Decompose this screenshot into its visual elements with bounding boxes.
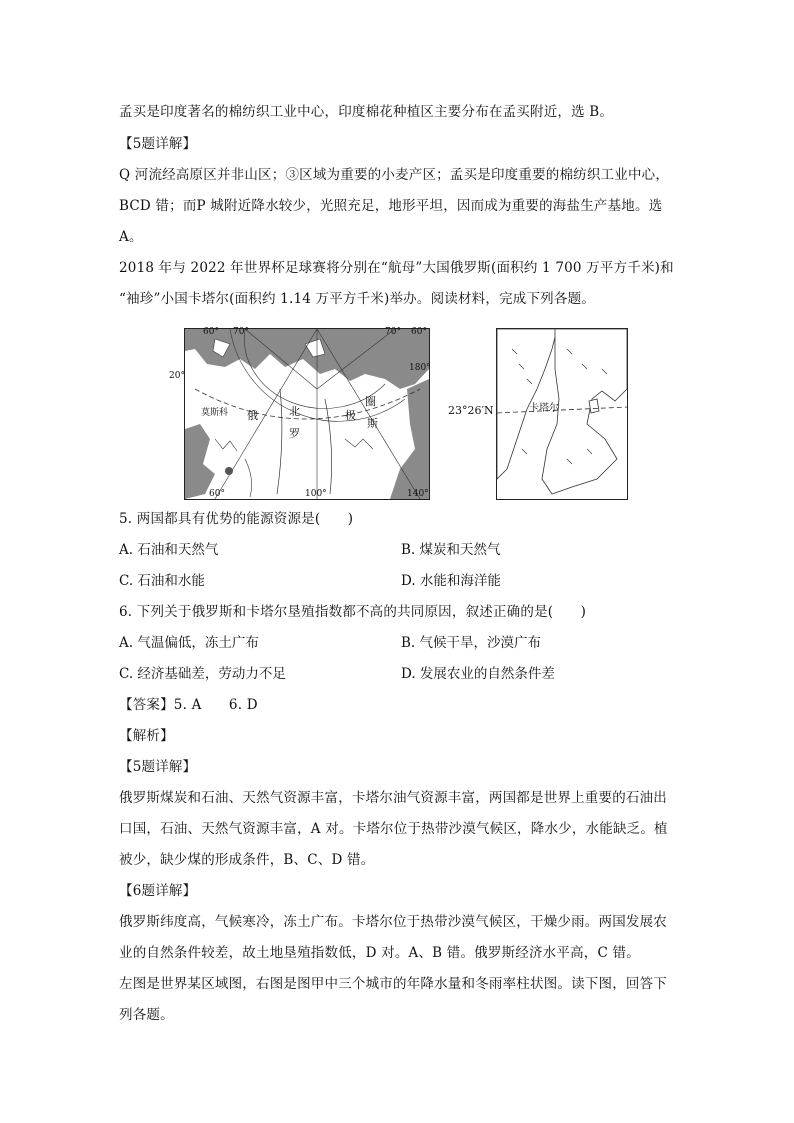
map-label: 60° <box>411 327 427 337</box>
map-label: 70° <box>385 327 401 337</box>
answer-line: 【答案】5. A 6. D <box>119 697 258 713</box>
paragraph-line: 业的自然条件较差，故土地垦殖指数低，D 对。A、B 错。俄罗斯经济水平高，C 错。 <box>119 945 640 961</box>
paragraph-line: BCD 错；而P 城附近降水较少，光照充足，地形平坦，因而成为重要的海盐生产基地。选 <box>119 198 663 214</box>
option-b: B. 气候干旱，沙漠广布 <box>401 635 542 651</box>
option-b: B. 煤炭和天然气 <box>401 542 501 558</box>
arabia-map-graphic <box>497 329 627 499</box>
map-label: 极 <box>345 409 356 422</box>
map-label: 100° <box>305 489 327 499</box>
intro-text: 孟买是印度著名的棉纺织工业中心，印度棉花种植区主要分布在孟买附近，选 B。 <box>119 104 614 120</box>
map-label: 罗 <box>289 427 300 440</box>
russia-map <box>169 327 431 500</box>
map-label: 180° <box>409 363 431 373</box>
paragraph-line: 俄罗斯煤炭和石油、天然气资源丰富，卡塔尔油气资源丰富，两国都是世界上重要的石油出 <box>119 790 667 806</box>
map-label: 20° <box>169 371 185 381</box>
map-label: 俄 <box>247 409 258 422</box>
map-label-latitude: 23°26′N <box>448 404 494 417</box>
paragraph-line: Q 河流经高原区并非山区；③区域为重要的小麦产区；孟买是印度重要的棉纺织工业中心， <box>119 167 670 183</box>
map-label: 北 <box>289 405 300 418</box>
section-heading: 【解析】 <box>119 728 174 744</box>
paragraph-line: 列各题。 <box>119 1007 174 1023</box>
option-c: C. 石油和水能 <box>119 573 205 589</box>
paragraph-line: 被少，缺少煤的形成条件，B、C、D 错。 <box>119 852 375 868</box>
question-stem: 6. 下列关于俄罗斯和卡塔尔垦殖指数都不高的共同原因，叙述正确的是( ) <box>119 604 587 620</box>
paragraph-line: 俄罗斯纬度高，气候寒冷，冻土广布。卡塔尔位于热带沙漠气候区，干燥少雨。两国发展农 <box>119 914 667 930</box>
map-label: 60° <box>203 327 219 337</box>
section-heading: 【5题详解】 <box>119 759 197 775</box>
option-d: D. 发展农业的自然条件差 <box>401 666 555 682</box>
section-heading: 【6题详解】 <box>119 883 197 899</box>
paragraph-line: 口国，石油、天然气资源丰富，A 对。卡塔尔位于热带沙漠气候区，降水少，水能缺乏。植 <box>119 821 668 837</box>
paragraph-line: 2018 年与 2022 年世界杯足球赛将分别在“航母”大国俄罗斯(面积约 1 700 万平方千米)和 <box>119 260 674 276</box>
paragraph-line: “袖珍”小国卡塔尔(面积约 1.14 万平方千米)举办。阅读材料，完成下列各题。 <box>119 291 595 307</box>
map-label: 斯 <box>367 417 378 430</box>
arabia-map <box>496 328 628 500</box>
question-stem: 5. 两国都具有优势的能源资源是( ) <box>119 511 354 527</box>
map-label-moscow: 莫斯科 <box>201 408 229 418</box>
option-a: A. 石油和天然气 <box>119 542 219 558</box>
section-heading: 【5题详解】 <box>119 136 197 152</box>
map-label: 圈 <box>365 395 376 408</box>
map-label: 60° <box>209 489 225 499</box>
option-a: A. 气温偏低，冻土广布 <box>119 635 259 651</box>
option-c: C. 经济基础差，劳动力不足 <box>119 666 286 682</box>
map-label: 140° <box>407 489 429 499</box>
paragraph-line: 左图是世界某区域图，右图是图甲中三个城市的年降水量和冬雨率柱状图。读下图，回答下 <box>119 976 667 992</box>
map-label: 70° <box>233 327 249 337</box>
option-d: D. 水能和海洋能 <box>401 573 501 589</box>
map-label-qatar: 卡塔尔 <box>529 403 559 414</box>
paragraph-line: A。 <box>119 229 143 245</box>
